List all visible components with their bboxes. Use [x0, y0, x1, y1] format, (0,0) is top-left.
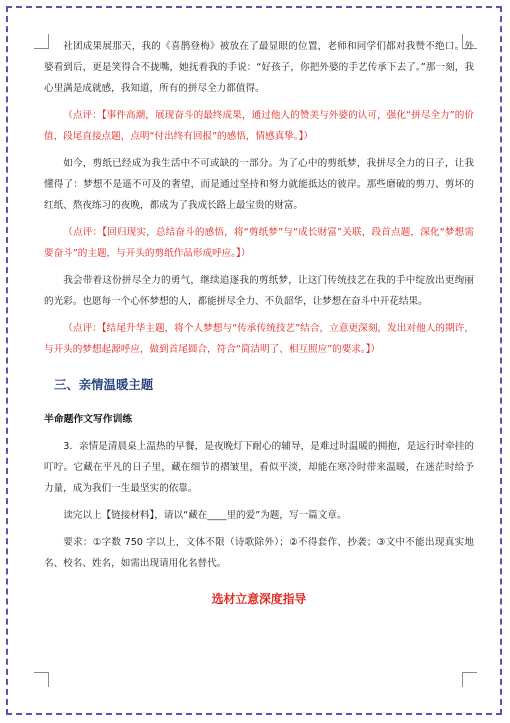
paragraph-reflection: 如今，剪纸已经成为我生活中不可或缺的一部分。为了心中的剪纸梦，我拼尽全力的日子，让我懂得了：梦想不是遥不可及的奢望，而是通过坚持和努力就能抵达的彼岸。那些磨破的剪刀、剪坏的红纸、熬夜练习的夜晚，都成为了我成长路上最宝贵的财富。: [44, 158, 474, 211]
paragraph-conclusion: 我会带着这份拼尽全力的勇气，继续追逐我的剪纸梦，让这门传统技艺在我的手中绽放出更绚丽的光彩。也愿每一个心怀梦想的人，都能拼尽全力、不负韶华，让梦想在奋斗中开花结果。: [44, 275, 474, 307]
sub-heading: 半命题作文写作训练: [44, 414, 133, 425]
guide-heading: 选材立意深度指导: [211, 592, 307, 606]
prompt-instruction: 读完以上【链接材料】，请以“藏在____里的爱”为题，写一篇文章。: [63, 510, 347, 521]
prompt-requirements: 要求：①字数 750 字以上，文体不限（诗歌除外）；②不得套作、抄袭；③文中不能出现真实地名、校名、姓名，如需出现请用化名替代。: [44, 537, 474, 569]
paragraph-exhibition: 社团成果展那天，我的《喜鹊登梅》被放在了最显眼的位置，老师和同学们都对我赞不绝口。外婆看到后，更是笑得合不拢嘴，她抚着我的手说：“好孩子，你把外婆的手艺传承下去了。”那一刻，我心里满是成就感，我知道，所有的拼尽全力都值得。: [44, 41, 474, 94]
section-heading: 三、亲情温暖主题: [54, 377, 154, 392]
corner-mark-bottom-right: [462, 672, 477, 687]
corner-mark-bottom-left: [34, 672, 49, 687]
comment-conclusion: （点评：【结尾升华主题，将个人梦想与“传承传统技艺”结合，立意更深刻，发出对他人的期许，与开头的梦想起源呼应，做到首尾圆合，符合“简洁明了、相互照应”的要求。】）: [44, 323, 474, 355]
document-body: [44, 36, 474, 610]
comment-exhibition: （点评：【事件高潮，展现奋斗的最终成果，通过他人的赞美与外婆的认可，强化“拼尽全力”的价值，段尾直接点题，点明“付出终有回报”的感悟，情感真挚。】）: [44, 110, 474, 142]
comment-reflection: （点评：【回归现实，总结奋斗的感悟，将“剪纸梦”与“成长财富”关联，段首点题，深化“梦想需要奋斗”的主题，与开头的剪纸作品形成呼应。】）: [44, 227, 474, 259]
prompt-material: 3．亲情是清晨桌上温热的早餐，是夜晚灯下耐心的辅导，是难过时温暖的拥抱，是远行时牵挂的叮咛。它藏在平凡的日子里，藏在细节的褶皱里，看似平淡，却能在寒冷时带来温暖，在迷茫时给予力量，成为我们一生最坚实的依靠。: [44, 441, 474, 494]
